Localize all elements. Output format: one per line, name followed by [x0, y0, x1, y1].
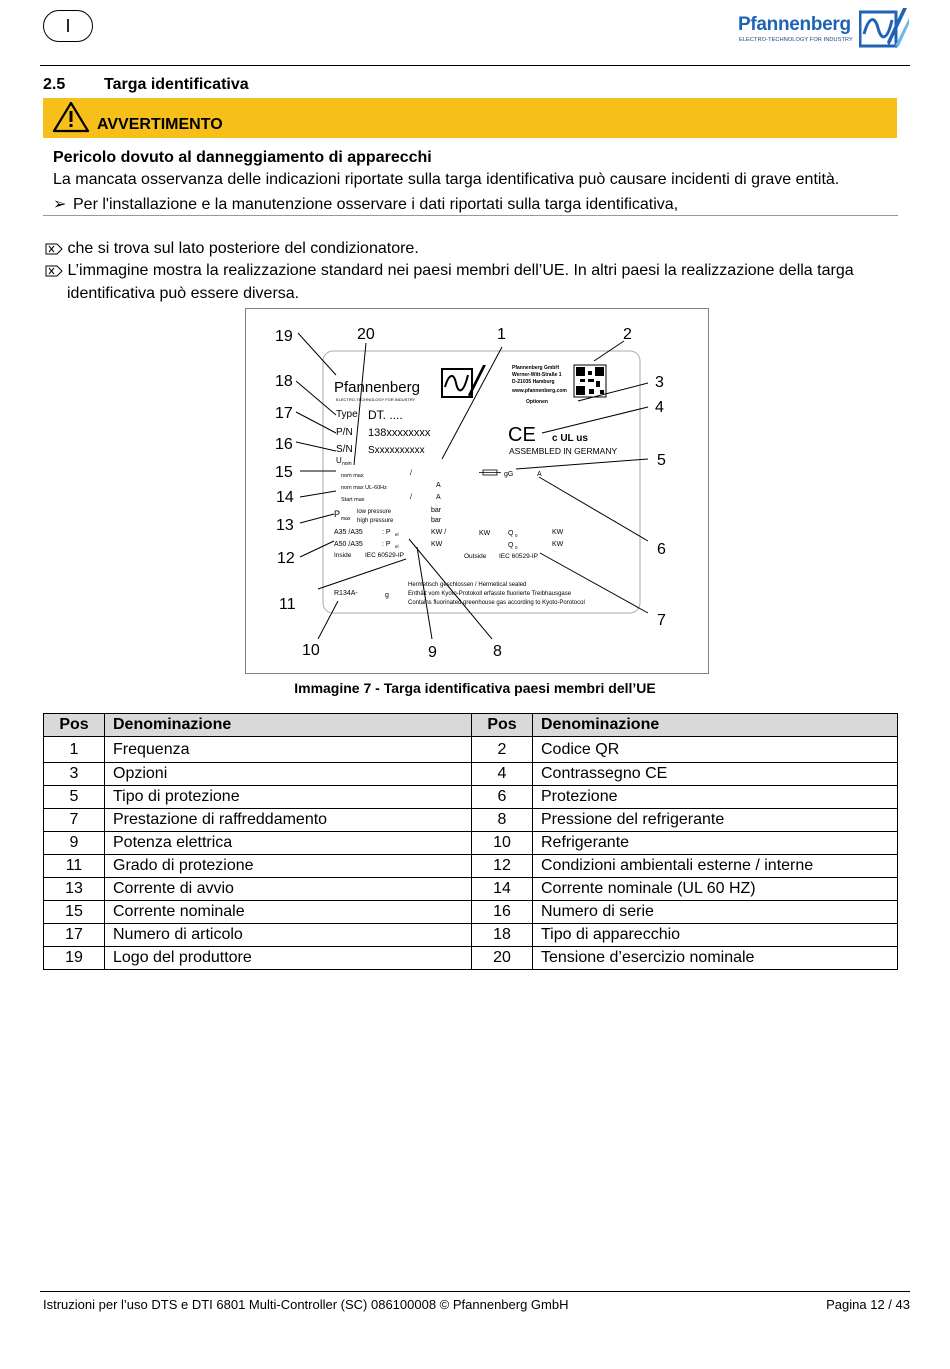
column-header: Denominazione — [533, 714, 898, 737]
language-badge: I — [43, 10, 93, 42]
table-row — [44, 924, 898, 947]
footer-divider — [40, 1291, 910, 1292]
plate-iec: IEC 60529-IP — [499, 553, 539, 560]
table-cell-pos: 9 — [44, 832, 105, 855]
plate-address-line: Pfannenberg GmbH — [512, 365, 559, 371]
table-cell-pos: 12 — [472, 855, 533, 878]
plate-pmax-label: P — [334, 509, 341, 519]
plate-fuse: gG — [504, 471, 514, 478]
plate-type-label: Type — [336, 409, 358, 420]
note-text: L’immagine mostra la realizzazione standard nei paesi membri dell’UE. In altri paesi la realizzazione della targa — [67, 262, 854, 279]
ul-mark: c UL us — [552, 433, 588, 444]
plate-pn-label: P/N — [336, 427, 353, 438]
table-row — [44, 901, 898, 924]
note-text-continued: identificativa può essere diversa. — [67, 285, 300, 302]
section-title: Targa identificativa — [104, 76, 249, 93]
callout-number: 16 — [275, 436, 293, 453]
table-row — [44, 832, 898, 855]
callout-number: 7 — [657, 612, 666, 629]
plate-pn-value: 138xxxxxxxx — [368, 427, 431, 439]
warning-label: AVVERTIMENTO — [97, 116, 223, 133]
table-cell-pos: 13 — [44, 878, 105, 901]
note-item — [45, 262, 854, 280]
column-header: Denominazione — [105, 714, 472, 737]
table-cell-name: Opzioni — [105, 763, 472, 786]
plate-kw: KW — [552, 541, 564, 548]
note-item — [45, 240, 419, 258]
plate-sn-value: Sxxxxxxxxxx — [368, 445, 425, 456]
logo-brand: Pfannenberg — [738, 14, 851, 35]
table-cell-pos: 20 — [472, 947, 533, 970]
table-cell-name: Prestazione di raffreddamento — [105, 809, 472, 832]
table-cell-name: Numero di articolo — [105, 924, 472, 947]
pointer-bullet-icon — [45, 265, 63, 277]
plate-options-label: Optionen — [526, 399, 548, 405]
table-cell-name: Codice QR — [533, 737, 898, 763]
plate-slash: / — [410, 494, 412, 501]
plate-brand: Pfannenberg — [334, 379, 420, 396]
plate-bar-unit: bar — [431, 507, 442, 514]
table-cell-name: Potenza elettrica — [105, 832, 472, 855]
plate-logo-icon — [442, 365, 486, 397]
header-divider — [40, 65, 910, 66]
ce-mark: CE — [508, 424, 536, 446]
table-cell-pos: 7 — [44, 809, 105, 832]
plate-pel-sub: el — [395, 532, 399, 537]
table-cell-name: Refrigerante — [533, 832, 898, 855]
plate-row-label: nom max UL-60Hz — [341, 485, 387, 491]
table-cell-name: Tipo di protezione — [105, 786, 472, 809]
table-cell-name: Corrente di avvio — [105, 878, 472, 901]
table-cell-pos: 16 — [472, 901, 533, 924]
plate-pel-sub: el — [395, 544, 399, 549]
warning-heading: Pericolo dovuto al danneggiamento di apparecchi — [53, 149, 432, 166]
table-cell-pos: 8 — [472, 809, 533, 832]
table-row — [44, 809, 898, 832]
table-cell-pos: 2 — [472, 737, 533, 763]
plate-pel: : P — [382, 541, 391, 548]
callout-number: 19 — [275, 328, 293, 345]
plate-sealed-line: Contains fluorinated greenhouse gas according to Kyoto-Porotocol — [408, 600, 585, 606]
figure-caption: Immagine 7 - Targa identificativa paesi membri dell’UE — [294, 680, 656, 696]
warning-triangle-icon — [52, 101, 90, 133]
table-row — [44, 947, 898, 970]
table-cell-name: Corrente nominale — [105, 901, 472, 924]
plate-high-pressure: high pressure — [357, 518, 394, 524]
plate-address-line: D-21035 Hamburg — [512, 379, 555, 385]
table-cell-name: Grado di protezione — [105, 855, 472, 878]
plate-unit: A — [436, 494, 441, 501]
callout-number: 13 — [276, 517, 294, 534]
callout-number: 18 — [275, 373, 293, 390]
table-row — [44, 855, 898, 878]
table-row — [44, 737, 898, 763]
callout-number: 15 — [275, 464, 293, 481]
plate-brand-tag: ELECTRO-TECHNOLOGY FOR INDUSTRY — [336, 397, 416, 402]
parts-table — [43, 713, 898, 970]
section-number: 2.5 — [43, 76, 66, 93]
plate-pel: : P — [382, 529, 391, 536]
callout-number: 20 — [357, 326, 375, 343]
qr-code-icon — [574, 365, 606, 397]
callout-number: 12 — [277, 550, 295, 567]
table-cell-pos: 18 — [472, 924, 533, 947]
plate-kw: KW — [431, 541, 443, 548]
callout-number: 6 — [657, 541, 666, 558]
table-cell-name: Corrente nominale (UL 60 HZ) — [533, 878, 898, 901]
table-cell-name: Tipo di apparecchio — [533, 924, 898, 947]
plate-u-label: U — [336, 456, 342, 465]
footer-document-info: Istruzioni per l’uso DTS e DTI 6801 Multi-Controller (SC) 086100008 © Pfannenberg GmbH — [43, 1297, 569, 1312]
table-cell-pos: 3 — [44, 763, 105, 786]
plate-kw: KW — [552, 529, 564, 536]
plate-kw: KW / — [431, 529, 447, 536]
callout-number: 17 — [275, 405, 293, 422]
pointer-bullet-icon — [45, 243, 63, 255]
table-cell-name: Logo del produttore — [105, 947, 472, 970]
plate-slash: / — [410, 470, 412, 477]
table-cell-name: Condizioni ambientali esterne / interne — [533, 855, 898, 878]
callout-number: 14 — [276, 489, 294, 506]
callout-number: 3 — [655, 374, 664, 391]
callout-number: 9 — [428, 644, 437, 661]
plate-q0-sub: 0 — [515, 533, 518, 538]
nameplate-diagram — [246, 309, 708, 673]
plate-bar-unit: bar — [431, 517, 442, 524]
table-cell-name: Pressione del refrigerante — [533, 809, 898, 832]
callout-number: 2 — [623, 326, 632, 343]
table-cell-name: Contrassegno CE — [533, 763, 898, 786]
table-cell-pos: 1 — [44, 737, 105, 763]
table-cell-pos: 19 — [44, 947, 105, 970]
company-logo — [738, 6, 910, 48]
column-header: Pos — [472, 714, 533, 737]
arrow-bullet-icon: ➢ — [53, 196, 67, 213]
callout-number: 5 — [657, 452, 666, 469]
fuse-icon — [479, 470, 501, 475]
table-cell-pos: 4 — [472, 763, 533, 786]
table-cell-name: Protezione — [533, 786, 898, 809]
plate-outside: Outside — [464, 553, 487, 560]
plate-sealed-line: Hermetisch geschlossen / Hermetical sealed — [408, 582, 527, 588]
plate-q0-sub: 0 — [515, 545, 518, 550]
table-row — [44, 763, 898, 786]
plate-q0: Q — [508, 530, 514, 537]
plate-sn-label: S/N — [336, 444, 353, 455]
table-cell-pos: 10 — [472, 832, 533, 855]
plate-row-label: Start max — [341, 497, 365, 503]
plate-fuse-unit: A — [537, 471, 542, 478]
table-cell-pos: 11 — [44, 855, 105, 878]
warning-instruction-text: Per l'installazione e la manutenzione osservare i dati riportati sulla targa identificativa, — [73, 196, 679, 213]
plate-iec: IEC 60529-IP — [365, 552, 405, 559]
plate-type-value: DT. .... — [368, 408, 403, 422]
callout-number: 10 — [302, 642, 320, 659]
plate-u-sub: nom — [342, 461, 352, 467]
table-row — [44, 786, 898, 809]
warning-instruction — [53, 194, 678, 214]
callout-number: 4 — [655, 399, 664, 416]
plate-refrigerant: R134A- — [334, 590, 358, 597]
table-cell-name: Tensione d’esercizio nominale — [533, 947, 898, 970]
plate-assembled: ASSEMBLED IN GERMANY — [509, 446, 618, 456]
plate-q0: Q — [508, 542, 514, 549]
plate-address-line: Werner-Witt-Straße 1 — [512, 372, 562, 378]
plate-a35: A35 /A35 — [334, 529, 363, 536]
plate-unit: A — [436, 482, 441, 489]
plate-low-pressure: low pressure — [357, 509, 392, 515]
table-cell-name: Numero di serie — [533, 901, 898, 924]
plate-a50: A50 /A35 — [334, 541, 363, 548]
logo-tagline: ELECTRO-TECHNOLOGY FOR INDUSTRY — [739, 37, 853, 43]
table-header-row — [44, 714, 898, 737]
plate-row-label: nom max — [341, 473, 364, 479]
table-cell-pos: 15 — [44, 901, 105, 924]
note-text: che si trova sul lato posteriore del condizionatore. — [67, 240, 419, 257]
nameplate-figure — [245, 308, 709, 674]
warning-text: La mancata osservanza delle indicazioni riportate sulla targa identificativa può causare incidenti di grave entità. — [53, 171, 840, 188]
table-row — [44, 878, 898, 901]
callout-number: 8 — [493, 643, 502, 660]
plate-sealed-line: Enthält vom Kyoto-Protokoll erfasste fluorierte Treibhausgase — [408, 591, 572, 597]
plate-pmax-sub: max — [341, 516, 351, 522]
callout-number: 11 — [279, 596, 296, 613]
logo-mark-icon — [859, 6, 909, 48]
plate-refrigerant-unit: g — [385, 592, 389, 599]
table-cell-pos: 6 — [472, 786, 533, 809]
table-cell-pos: 17 — [44, 924, 105, 947]
table-cell-pos: 5 — [44, 786, 105, 809]
column-header: Pos — [44, 714, 105, 737]
footer-page-number: Pagina 12 / 43 — [826, 1297, 910, 1312]
table-cell-name: Frequenza — [105, 737, 472, 763]
plate-address-line: www.pfannenberg.com — [512, 388, 567, 394]
plate-kw: KW — [479, 530, 491, 537]
callout-number: 1 — [497, 326, 506, 343]
warning-divider — [43, 215, 898, 216]
table-cell-pos: 14 — [472, 878, 533, 901]
plate-inside: Inside — [334, 552, 352, 559]
